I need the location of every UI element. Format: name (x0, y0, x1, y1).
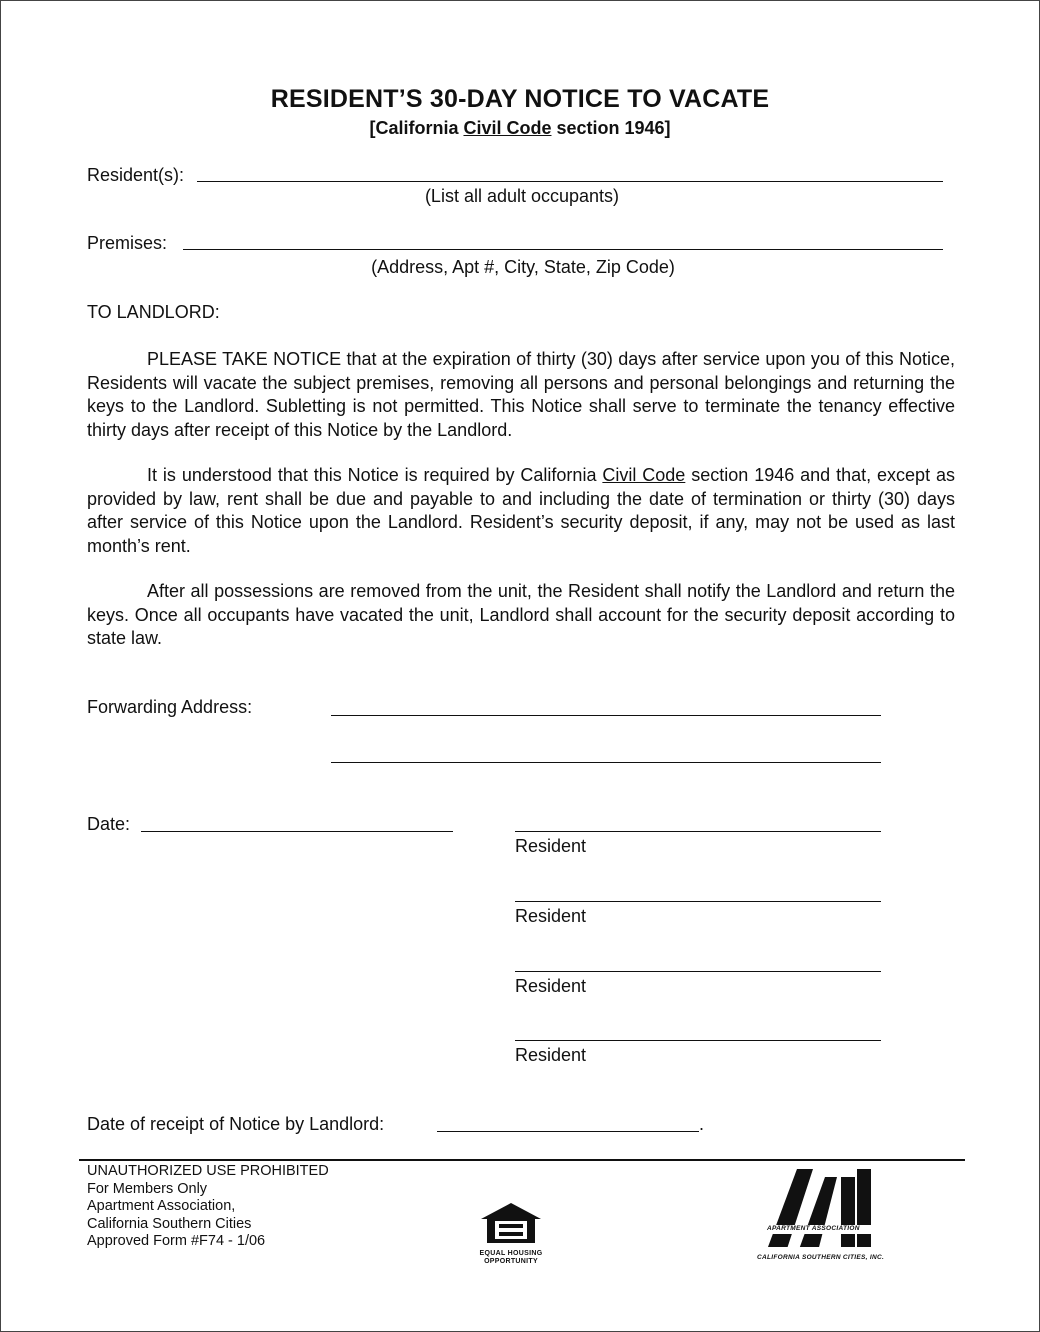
forwarding-address-line-2[interactable] (331, 762, 881, 763)
para2-pre: It is understood that this Notice is required by California (147, 465, 603, 485)
residents-label: Resident(s): (87, 165, 185, 185)
resident-signature-line-4[interactable] (515, 1040, 881, 1041)
date-field[interactable] (141, 831, 453, 832)
apartment-association-logo (757, 1163, 897, 1267)
receipt-period: . (699, 1114, 705, 1134)
receipt-date-field[interactable] (437, 1131, 699, 1132)
paragraph-notice: PLEASE TAKE NOTICE that at the expiration of thirty (30) days after service upon you of this Notice, Residents will vacate the subject premises, removing all persons and personal belongings and returning the keys to the Landlord. Subletting is not permitted. This Notice shall serve to terminate the tenancy effective thirty days after receipt of this Notice by the Landlord. (87, 349, 955, 440)
paragraph-civil-code (87, 464, 955, 558)
apartment-association-icon (757, 1163, 897, 1267)
footer-text (87, 1163, 329, 1251)
resident-signature-label-3: Resident (515, 976, 587, 996)
logo-bottom-text: CALIFORNIA SOUTHERN CITIES, INC. (757, 1254, 885, 1261)
resident-signature-label-1: Resident (515, 836, 587, 856)
subtitle-pre: [California (369, 118, 464, 138)
premises-hint: (Address, Apt #, City, State, Zip Code) (371, 257, 675, 277)
para2-post: section 1946 and that, except as provided by law, rent shall be due and payable to and including the date of termination or thirty (30) days after service of this Notice upon the Landlord. Resident’s security deposit, if any, may not be used as last month’s rent. (87, 465, 955, 556)
resident-signature-label-2: Resident (515, 906, 587, 926)
document-title: RESIDENT’S 30-DAY NOTICE TO VACATE (270, 85, 770, 113)
logo-top-text: APARTMENT ASSOCIATION (767, 1225, 860, 1232)
premises-field[interactable] (183, 249, 943, 250)
forwarding-address-label: Forwarding Address: (87, 697, 253, 717)
footer-line-2: For Members Only (87, 1180, 208, 1197)
to-landlord-heading: TO LANDLORD: (87, 302, 220, 322)
equal-housing-icon (477, 1201, 545, 1245)
resident-signature-label-4: Resident (515, 1045, 587, 1065)
residents-field[interactable] (197, 181, 943, 182)
equal-housing-logo (477, 1201, 545, 1266)
receipt-date-label: Date of receipt of Notice by Landlord: (87, 1114, 385, 1134)
forwarding-address-line-1[interactable] (331, 715, 881, 716)
footer-line-3: Apartment Association, (87, 1198, 236, 1214)
para2-civil-code: Civil Code (602, 465, 686, 485)
equal-housing-line-1: EQUAL HOUSING (479, 1250, 543, 1257)
equal-housing-line-2: OPPORTUNITY (484, 1258, 538, 1265)
date-label: Date: (87, 814, 131, 834)
document-subtitle (1, 118, 1039, 139)
resident-signature-line-1[interactable] (515, 831, 881, 832)
subtitle-post: section 1946] (551, 118, 671, 138)
paragraph-possessions: After all possessions are removed from the unit, the Resident shall notify the Landlord and return the keys. Once all occupants have vacated the unit, Landlord shall account for the security deposit according to state law. (87, 581, 955, 648)
footer-line-4: California Southern Cities (87, 1215, 252, 1232)
residents-hint: (List all adult occupants) (424, 186, 620, 206)
footer-line-1: UNAUTHORIZED USE PROHIBITED (87, 1163, 329, 1179)
footer-divider (79, 1159, 965, 1161)
resident-signature-line-3[interactable] (515, 971, 881, 972)
subtitle-civil-code: Civil Code (463, 118, 552, 138)
premises-label: Premises: (87, 233, 168, 253)
resident-signature-line-2[interactable] (515, 901, 881, 902)
footer-line-5: Approved Form #F74 - 1/06 (87, 1233, 266, 1249)
